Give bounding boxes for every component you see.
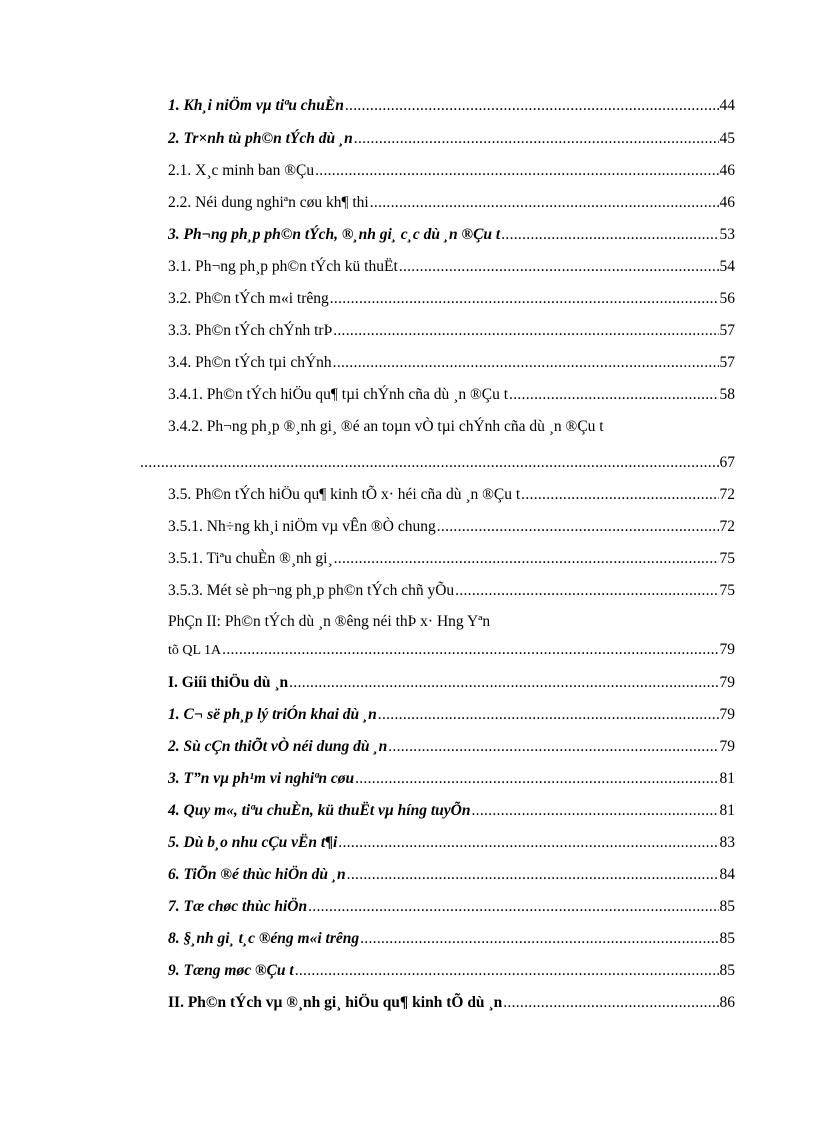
toc-entry-title: 2.1. X¸c minh ban ®Çu: [168, 162, 315, 179]
toc-entry: [168, 94, 735, 118]
toc-entry-page: 54: [719, 258, 735, 275]
toc-entry-page: 72: [719, 518, 735, 535]
toc-entry-title: 3.2. Ph©n tÝch m«i trêng: [168, 290, 329, 307]
toc-entry-page: 85: [719, 898, 735, 915]
toc-entry-title: 8. §¸nh gi¸ t¸c ®éng m«i trêng: [168, 930, 360, 947]
toc-entry-title: 2. Tr×nh tù ph©n tÝch dù ¸n: [168, 130, 353, 147]
toc-entry-page: 81: [719, 802, 735, 819]
toc-entry: [168, 671, 735, 695]
dot-leader: [360, 927, 718, 951]
toc-entry: [168, 547, 735, 571]
toc-entry-title: I. Giíi thiÖu dù ¸n: [168, 674, 289, 691]
dot-leader: [308, 895, 718, 919]
toc-entry-page: 79: [719, 674, 735, 691]
dot-leader: [338, 831, 718, 855]
toc-entry-page: 79: [719, 706, 735, 723]
toc-entry-title: 2.2. Néi dung nghiªn cøu kh¶ thi: [168, 194, 369, 211]
toc-entry-title: 3.1. Ph¬ng ph¸p ph©n tÝch kü thuËt: [168, 258, 398, 275]
toc-entry-title: 6. TiÕn ®é thùc hiÖn dù ¸n: [168, 866, 346, 883]
toc-entry-page: 58: [719, 386, 735, 403]
dot-leader: [501, 223, 718, 247]
part-heading: PhÇn II: Ph©n tÝch dù ¸n ®êng néi thÞ x· Hng Yªn: [168, 613, 491, 630]
dot-leader: [370, 191, 719, 215]
dot-leader: [295, 959, 719, 983]
toc-entry: [168, 638, 735, 662]
dot-leader: [509, 383, 718, 407]
toc-entry-title: 1. Kh¸i niÖm vµ tiªu chuÈn: [168, 97, 344, 114]
toc-entry: [168, 735, 735, 759]
toc-entry-page: 83: [719, 834, 735, 851]
dot-leader: [355, 767, 718, 791]
dot-leader: [503, 991, 718, 1015]
dot-leader: [437, 515, 719, 539]
dot-leader: [388, 735, 718, 759]
toc-entry-page: 45: [719, 130, 735, 147]
toc-entry: [168, 895, 735, 919]
toc-entry-page: 86: [719, 994, 735, 1011]
toc-entry-page: 56: [719, 290, 735, 307]
toc-entry: [168, 483, 735, 507]
toc-entry: [168, 319, 735, 343]
toc-entry-title: 3.5.1. Nh÷ng kh¸i niÖm vµ vÊn ®Ò chung: [168, 518, 436, 535]
toc-entry: [168, 351, 735, 375]
toc-entry-continuation: [140, 451, 735, 475]
toc-entry: [168, 767, 735, 791]
toc-entry-page: 57: [719, 322, 735, 339]
toc-entry-title: 7. Tæ chøc thùc hiÖn: [168, 898, 308, 915]
toc-entry-title: tõ QL 1A: [168, 643, 222, 658]
toc-entry-page: 81: [719, 770, 735, 787]
toc-entry-title: 4. Quy m«, tiªu chuÈn, kü thuËt vµ híng tuyÕn: [168, 802, 471, 819]
toc-entry-title: 3.5.3. Mét sè ph¬ng ph¸p ph©n tÝch chñ yÕu: [168, 582, 455, 599]
toc-entry-title: 3. Ph¬ng ph¸p ph©n tÝch, ®¸nh gi¸ c¸c dù ¸n ®Çu t: [168, 226, 501, 243]
toc-entry-title: 3.4.1. Ph©n tÝch hiÖu qu¶ tµi chÝnh cña dù ¸n ®Çu t: [168, 386, 509, 403]
toc-entry-page: 84: [719, 866, 735, 883]
toc-entry-title: 3.4. Ph©n tÝch tµi chÝnh: [168, 354, 332, 371]
toc-entry: [168, 223, 735, 247]
dot-leader: [455, 579, 718, 603]
dot-leader: [378, 703, 719, 727]
dot-leader: [521, 483, 718, 507]
toc-entry-title: 3.5. Ph©n tÝch hiÖu qu¶ kinh tÕ x· héi cña dù ¸n ®Çu t: [168, 486, 521, 503]
toc-entry-page: 85: [719, 962, 735, 979]
dot-leader: [333, 319, 718, 343]
toc-entry: [168, 383, 735, 407]
toc-entry-title: 9. Tæng møc ®Çu t: [168, 962, 294, 979]
dot-leader: [347, 863, 719, 887]
toc-entry-page: 75: [719, 550, 735, 567]
toc-entry-page: 85: [719, 930, 735, 947]
toc-entry: [168, 127, 735, 151]
toc-entry: [168, 799, 735, 823]
dot-leader: [222, 638, 718, 662]
toc-entry-title: 3.3. Ph©n tÝch chÝnh trÞ: [168, 322, 333, 339]
toc-entry: [168, 159, 735, 183]
dot-leader: [345, 94, 719, 118]
toc-entry-title: 5. Dù b¸o nhu cÇu vËn t¶i: [168, 834, 338, 851]
dot-leader: [140, 451, 720, 475]
dot-leader: [333, 351, 719, 375]
toc-entry: [168, 863, 735, 887]
dot-leader: [334, 547, 719, 571]
toc-entry-page: 57: [719, 354, 735, 371]
toc-entry-title: II. Ph©n tÝch vµ ®¸nh gi¸ hiÖu qu¶ kinh tÕ dù ¸n: [168, 994, 503, 1011]
toc-entry-page: 79: [719, 641, 735, 658]
toc-entry: [168, 959, 735, 983]
toc-entry-page: 46: [719, 162, 735, 179]
toc-entry-title: 3.5.1. Tiªu chuÈn ®¸nh gi¸: [168, 550, 333, 567]
dot-leader: [354, 127, 719, 151]
toc-entry-page: 72: [719, 486, 735, 503]
toc-entry: [168, 579, 735, 603]
dot-leader: [330, 287, 719, 311]
toc-entry-page: 79: [719, 738, 735, 755]
toc-entry: [168, 927, 735, 951]
toc-entry-page: 75: [719, 582, 735, 599]
dot-leader: [289, 671, 718, 695]
toc-entry: [168, 191, 735, 215]
dot-leader: [315, 159, 718, 183]
toc-entry: [168, 703, 735, 727]
toc-entry-title: 2. Sù cÇn thiÕt vÒ néi dung dù ¸n: [168, 738, 388, 755]
toc-entry-page: 46: [719, 194, 735, 211]
toc-entry-title: 1. C¬ së ph¸p lý triÓn khai dù ¸n: [168, 706, 377, 723]
toc-entry: [168, 287, 735, 311]
dot-leader: [471, 799, 718, 823]
toc-entry-page: 67: [719, 454, 735, 471]
toc-entry-title-wrapped: 3.4.2. Ph¬ng ph¸p ®¸nh gi¸ ®é an toµn vÒ tµi chÝnh cña dù ¸n ®Çu t: [168, 418, 604, 435]
dot-leader: [399, 255, 719, 279]
toc-entry-page: 53: [719, 226, 735, 243]
toc-entry: [168, 991, 735, 1015]
toc-entry: [168, 255, 735, 279]
toc-entry-page: 44: [719, 97, 735, 114]
toc-entry: [168, 831, 735, 855]
toc-entry-title: 3. T”n vµ ph¹m vi nghiªn cøu: [168, 770, 355, 787]
toc-entry: [168, 515, 735, 539]
